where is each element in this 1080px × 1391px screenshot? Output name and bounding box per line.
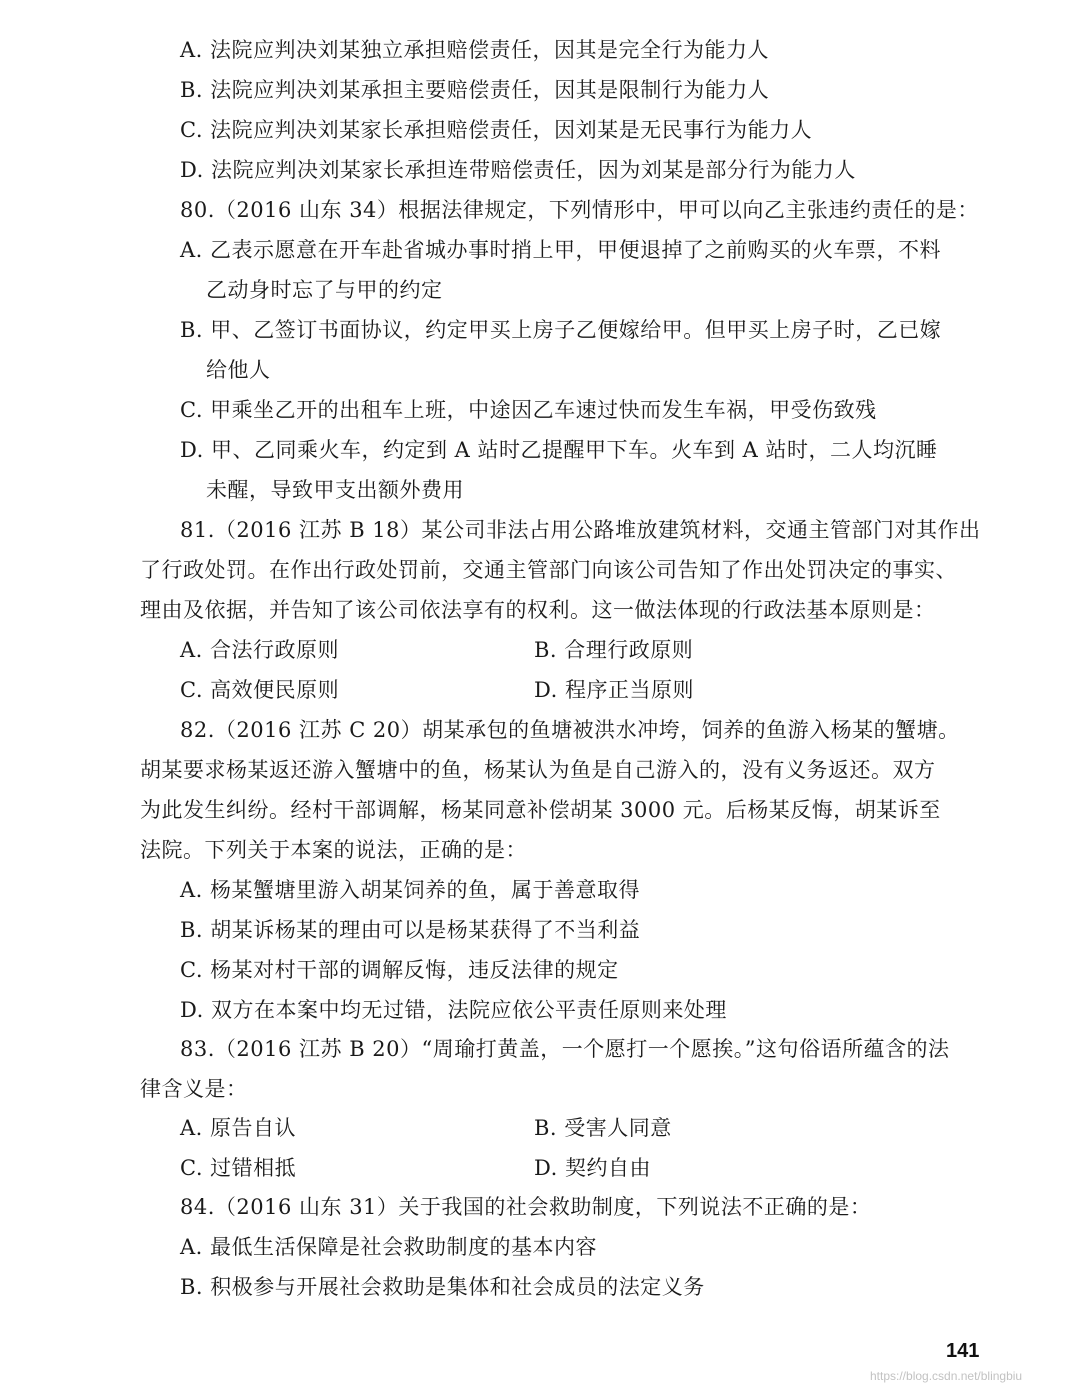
question-81-stem-line2: 了行政处罚。在作出行政处罚前，交通主管部门向该公司告知了作出处罚决定的事实、: [140, 558, 957, 582]
question-83-stem-line2: 律含义是：: [140, 1077, 248, 1101]
option-a-q80-cont: 乙动身时忘了与甲的约定: [206, 278, 443, 302]
question-82-stem-line3: 为此发生纠纷。经村干部调解，杨某同意补偿胡某 3000 元。后杨某反悔，胡某诉至: [140, 798, 941, 822]
option-b-q83: B. 受害人同意: [534, 1116, 672, 1140]
option-a-q81: A. 合法行政原则: [180, 638, 340, 662]
option-b-q80-cont: 给他人: [206, 358, 271, 382]
option-c-q82: C. 杨某对村干部的调解反悔，违反法律的规定: [180, 958, 619, 982]
option-c-q79: C. 法院应判决刘某家长承担赔偿责任，因刘某是无民事行为能力人: [180, 118, 813, 142]
question-82-stem-line2: 胡某要求杨某返还游入蟹塘中的鱼，杨某认为鱼是自己游入的，没有义务返还。双方: [140, 758, 936, 782]
question-81-stem-line3: 理由及依据，并告知了该公司依法享有的权利。这一做法体现的行政法基本原则是：: [140, 598, 936, 622]
question-80-stem: 80.（2016 山东 34）根据法律规定，下列情形中，甲可以向乙主张违约责任的是：: [180, 198, 979, 222]
question-83-stem: 83.（2016 江苏 B 20）“周瑜打黄盖，一个愿打一个愿挨。”这句俗语所蕴含的法: [180, 1037, 950, 1061]
option-c-q80: C. 甲乘坐乙开的出租车上班，中途因乙车速过快而发生车祸，甲受伤致残: [180, 398, 877, 422]
option-c-q81: C. 高效便民原则: [180, 678, 340, 702]
page-number: 141: [946, 1340, 980, 1362]
option-b-q79: B. 法院应判决刘某承担主要赔偿责任，因其是限制行为能力人: [180, 78, 770, 102]
option-b-q84: B. 积极参与开展社会救助是集体和社会成员的法定义务: [180, 1275, 705, 1299]
option-d-q80: D. 甲、乙同乘火车，约定到 A 站时乙提醒甲下车。火车到 A 站时，二人均沉睡: [180, 438, 938, 462]
option-d-q81: D. 程序正当原则: [534, 678, 694, 702]
question-82-stem: 82.（2016 江苏 C 20）胡某承包的鱼塘被洪水冲垮，饲养的鱼游入杨某的蟹塘。: [180, 718, 960, 742]
option-b-q82: B. 胡某诉杨某的理由可以是杨某获得了不当利益: [180, 918, 641, 942]
option-a-q82: A. 杨某蟹塘里游入胡某饲养的鱼，属于善意取得: [180, 878, 641, 902]
option-a-q79: A. 法院应判决刘某独立承担赔偿责任，因其是完全行为能力人: [180, 38, 770, 62]
question-81-stem: 81.（2016 江苏 B 18）某公司非法占用公路堆放建筑材料，交通主管部门对其作出: [180, 518, 981, 542]
option-d-q83: D. 契约自由: [534, 1156, 651, 1180]
option-d-q79: D. 法院应判决刘某家长承担连带赔偿责任，因为刘某是部分行为能力人: [180, 158, 856, 182]
option-d-q80-cont: 未醒，导致甲支出额外费用: [206, 478, 464, 502]
option-d-q82: D. 双方在本案中均无过错，法院应依公平责任原则来处理: [180, 998, 727, 1022]
option-b-q80: B. 甲、乙签订书面协议，约定甲买上房子乙便嫁给甲。但甲买上房子时，乙已嫁: [180, 318, 942, 342]
watermark: https://blog.csdn.net/blingbiu: [870, 1369, 1023, 1383]
question-82-stem-line4: 法院。下列关于本案的说法，正确的是：: [140, 838, 527, 862]
option-a-q83: A. 原告自认: [180, 1116, 297, 1140]
option-a-q84: A. 最低生活保障是社会救助制度的基本内容: [180, 1235, 598, 1259]
question-84-stem: 84.（2016 山东 31）关于我国的社会救助制度，下列说法不正确的是：: [180, 1195, 872, 1219]
option-a-q80: A. 乙表示愿意在开车赴省城办事时捎上甲，甲便退掉了之前购买的火车票，不料: [180, 238, 942, 262]
option-c-q83: C. 过错相抵: [180, 1156, 297, 1180]
option-b-q81: B. 合理行政原则: [534, 638, 694, 662]
